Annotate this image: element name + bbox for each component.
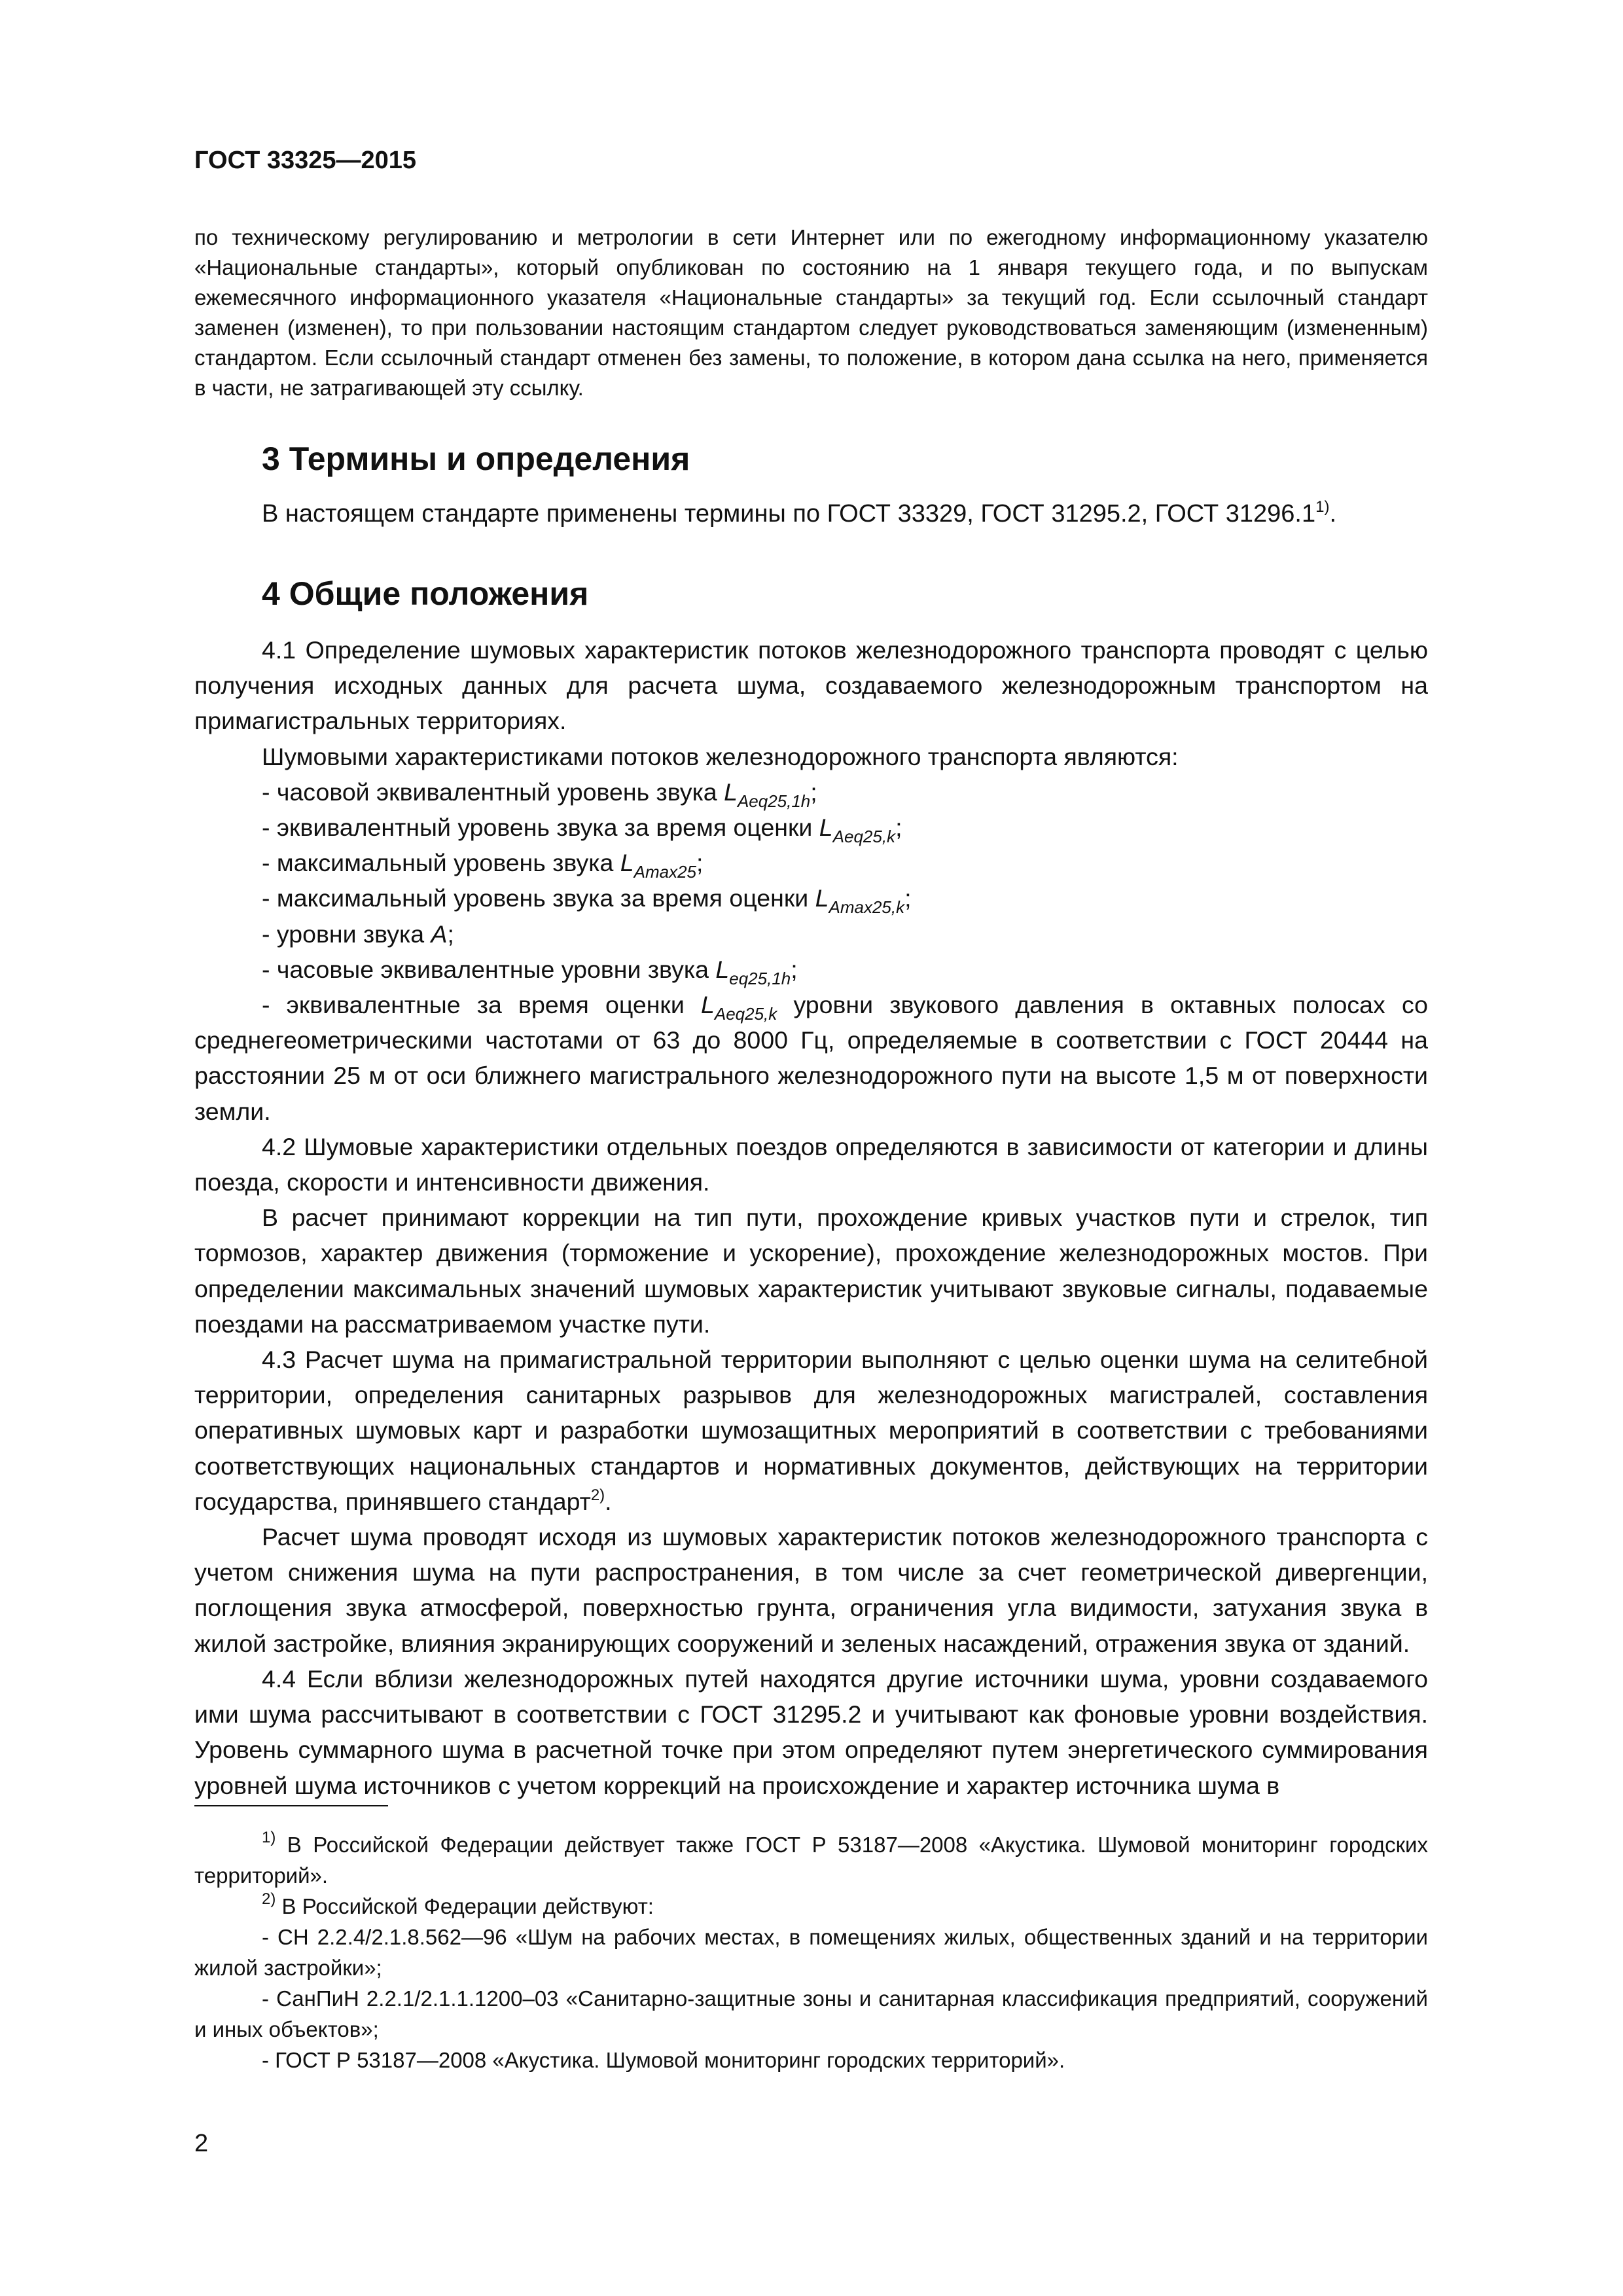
document-id: ГОСТ 33325—2015	[194, 147, 417, 174]
list-item-text: - часовой эквивалентный уровень звука	[262, 778, 724, 806]
page-number: 2	[194, 2130, 209, 2157]
list-item-last	[194, 987, 1428, 1129]
footnote-2-item: - СН 2.2.4/2.1.8.562—96 «Шум на рабочих местах, в помещениях жилых, общественных зданий и на территории жилой застройки»;	[194, 1925, 1428, 1980]
list-item-text: - максимальный уровень звука	[262, 849, 620, 877]
footnote-1	[194, 1829, 1428, 1891]
list-item-text: - часовые эквивалентные уровни звука	[262, 955, 716, 983]
symbol: L	[715, 955, 730, 983]
footnote-2-item: - ГОСТ Р 53187—2008 «Акустика. Шумовой мониторинг городских территорий».	[262, 2048, 1065, 2072]
list-item-tail: ;	[895, 814, 902, 842]
section-3-tail: .	[1329, 500, 1337, 528]
section-3-text	[194, 496, 1428, 531]
symbol: L	[701, 991, 715, 1019]
list-item	[194, 880, 1428, 916]
footnote-1-mark: 1)	[262, 1829, 276, 1846]
footnote-1-text: В Российской Федерации действует также ГОСТ Р 53187—2008 «Акустика. Шумовой мониторинг городских территорий».	[194, 1833, 1428, 1888]
list-item-tail: уровни звукового давления в октавных полосах со среднегеометрическими частотами от 63 до 8000 Гц, определяемые в соответствии с ГОСТ 20444 на расстоянии 25 м от оси ближнего магистрального железнодорожного пути на высоте 1,5 м от поверхности земли.	[194, 991, 1428, 1125]
subscript: eq25,1h	[729, 968, 791, 988]
footnotes	[194, 1829, 1428, 2075]
list-item-tail: ;	[447, 920, 454, 948]
section-4-body	[194, 632, 1428, 1803]
list-item-text: - эквивалентные за время оценки	[262, 991, 701, 1019]
symbol: L	[819, 814, 833, 842]
list-item-tail: ;	[696, 849, 704, 877]
section-3-body	[194, 496, 1428, 531]
clause-4-4: 4.4 Если вблизи железнодорожных путей находятся другие источники шума, уровни создаваемого ими шума рассчитывают в соответствии с ГОСТ 31295.2 и учитывают как фоновые уровни воздействия. Уровень суммарного шума в расчетной точке при этом определяют путем энергетического суммирования уровней шума источников с учетом коррекций на происхождение и характер источника шума в	[194, 1664, 1428, 1799]
symbol: A	[431, 920, 448, 948]
footnote-ref-1: 1)	[1315, 498, 1330, 516]
footnote-ref-2: 2)	[590, 1486, 605, 1504]
list-item-tail: ;	[810, 778, 817, 806]
list-item	[194, 952, 1428, 987]
list-item-text: - уровни звука	[262, 920, 431, 948]
list-intro: Шумовыми характеристиками потоков железнодорожного транспорта являются:	[262, 742, 1179, 770]
list-item	[194, 810, 1428, 845]
symbol: L	[724, 778, 738, 806]
footnote-2-item: - СанПиН 2.2.1/2.1.1.1200–03 «Санитарно-защитные зоны и санитарная классификация предприятий, сооружений и иных объектов»;	[194, 1986, 1428, 2041]
footnote-2-mark: 2)	[262, 1890, 276, 1908]
list-item-tail: ;	[791, 955, 798, 983]
intro-text: по техническому регулированию и метрологии в сети Интернет или по ежегодному информационному указателю «Национальные стандарты», который опубликован по состоянию на 1 января текущего года, и по выпускам ежемесячного информационного указателя «Национальные стандарты» за текущий год. Если ссылочный стандарт заменен (изменен), то при пользовании настоящим стандартом следует руководствоваться заменяющим (измененным) стандартом. Если ссылочный стандарт отменен без замены, то положение, в котором дана ссылка на него, применяется в части, не затрагивающей эту ссылку.	[194, 225, 1428, 400]
subscript: Aeq25,k	[714, 1004, 777, 1024]
clause-4-3-text: 4.3 Расчет шума на примагистральной территории выполняют с целью оценки шума на селитебной территории, определения санитарных разрывов для железнодорожных магистралей, составления оперативных шумовых карт и разработки шумозащитных мероприятий в соответствии с требованиями соответствующих национальных стандартов и нормативных документов, действующих на территории государства, принявшего стандарт	[194, 1346, 1428, 1515]
intro-paragraph	[194, 223, 1428, 403]
list-item	[194, 916, 1428, 952]
footnote-2-text: В Российской Федерации действуют:	[276, 1894, 654, 1918]
clause-4-1: 4.1 Определение шумовых характеристик потоков железнодорожного транспорта проводят с целью получения исходных данных для расчета шума, создаваемого железнодорожным транспортом на примагистральных территориях.	[194, 636, 1428, 735]
clause-4-2: 4.2 Шумовые характеристики отдельных поездов определяются в зависимости от категории и длины поезда, скорости и интенсивности движения.	[194, 1132, 1428, 1196]
clause-4-3-continued: Расчет шума проводят исходя из шумовых характеристик потоков железнодорожного транспорта с учетом снижения шума на пути распространения, в том числе за счет геометрической дивергенции, поглощения звука атмосферой, поверхностью грунта, ограничения угла видимости, затухания звука в жилой застройке, влияния экранирующих сооружений и зеленых насаждений, отражения звука от зданий.	[194, 1523, 1428, 1657]
symbol: L	[620, 849, 634, 877]
footnote-separator	[194, 1805, 388, 1806]
section-3-title: 3 Термины и определения	[262, 440, 690, 477]
subscript: Aeq25,1h	[737, 791, 811, 811]
section-4-title: 4 Общие положения	[262, 575, 589, 612]
clause-4-3	[194, 1342, 1428, 1519]
list-item	[194, 845, 1428, 880]
clause-4-2-continued: В расчет принимают коррекции на тип пути, прохождение кривых участков пути и стрелок, тип тормозов, характер движения (торможение и ускорение), прохождение железнодорожных мостов. При определении максимальных значений шумовых характеристик учитывают звуковые сигналы, подаваемые поездами на рассматриваемом участке пути.	[194, 1204, 1428, 1338]
symbol: L	[815, 884, 829, 912]
list-item-text: - максимальный уровень звука за время оценки	[262, 884, 815, 912]
section-3-sentence: В настоящем стандарте применены термины по ГОСТ 33329, ГОСТ 31295.2, ГОСТ 31296.1	[262, 500, 1316, 528]
list-item-tail: ;	[904, 884, 912, 912]
footnote-2	[194, 1891, 1428, 1922]
subscript: Amax25,k	[829, 897, 905, 918]
subscript: Amax25	[633, 862, 697, 882]
list-item	[194, 774, 1428, 810]
list-item-text: - эквивалентный уровень звука за время оценки	[262, 814, 819, 842]
subscript: Aeq25,k	[832, 827, 896, 847]
clause-4-3-tail: .	[605, 1487, 612, 1515]
